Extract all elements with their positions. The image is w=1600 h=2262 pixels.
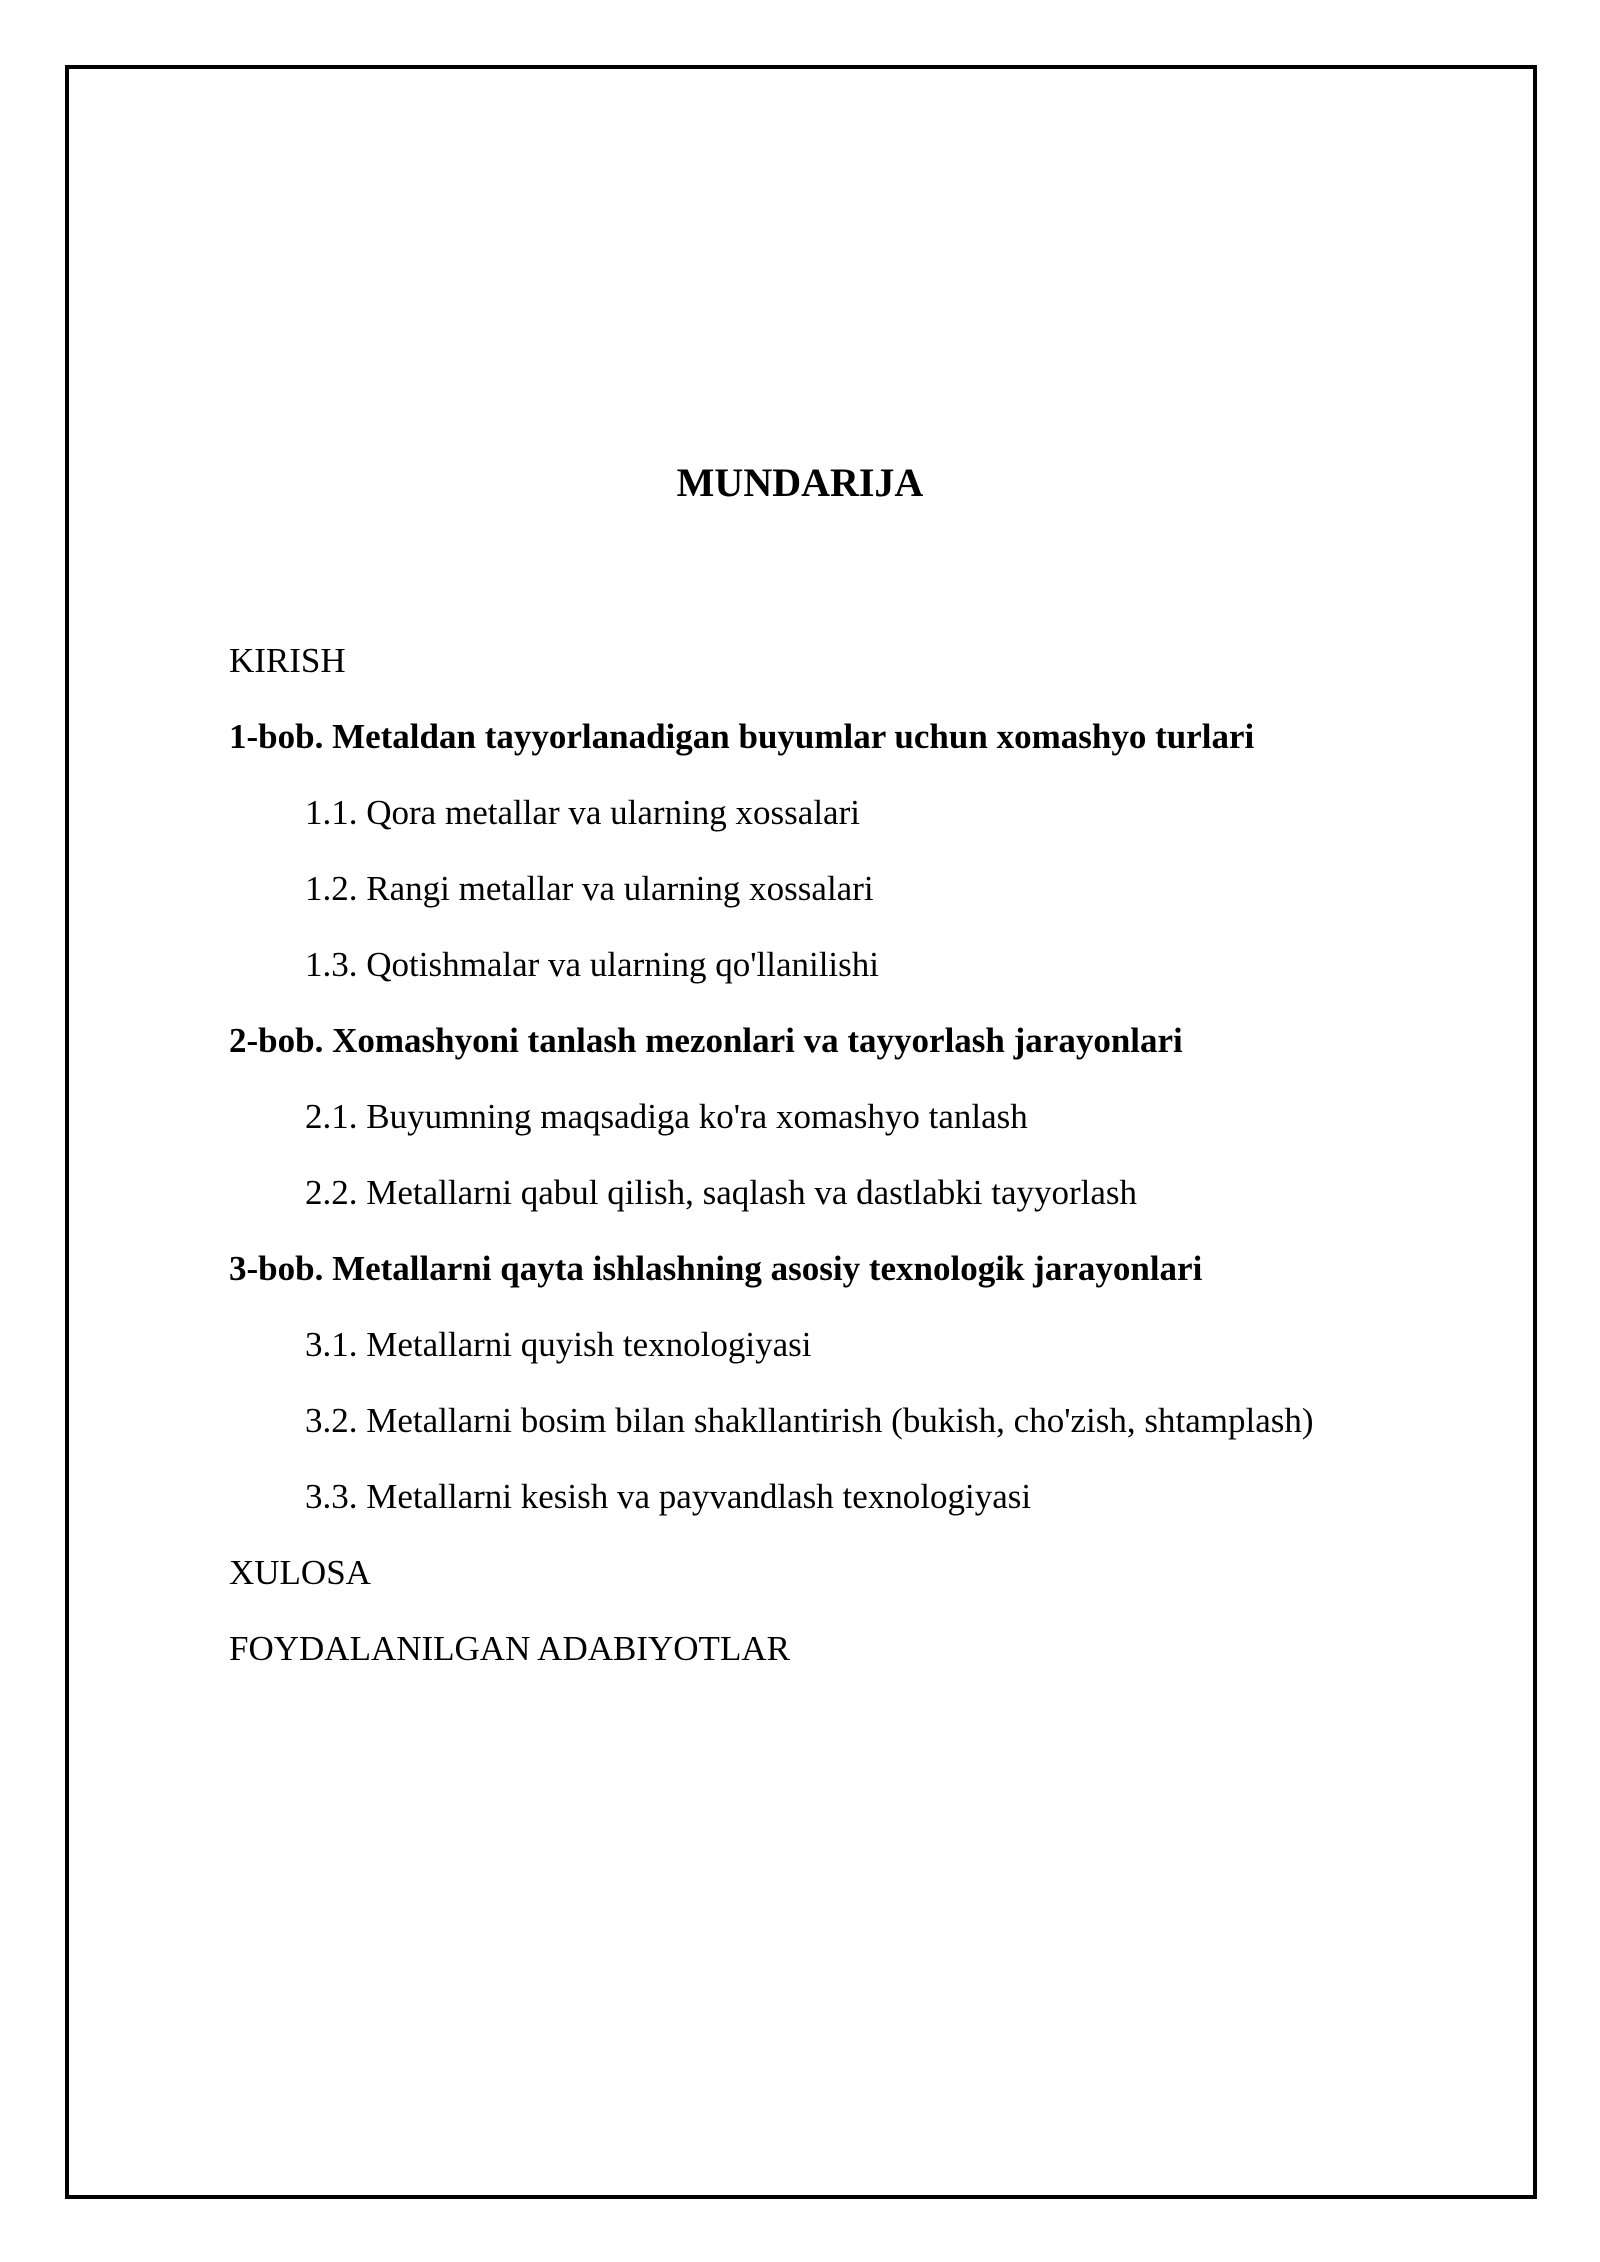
toc-section-2-1: 2.1. Buyumning maqsadiga ko'ra xomashyo tanlash: [305, 1097, 1028, 1136]
toc-section-1-2: 1.2. Rangi metallar va ularning xossalari: [305, 869, 874, 908]
toc-item-conclusion: XULOSA: [229, 1553, 371, 1592]
toc-item-references: FOYDALANILGAN ADABIYOTLAR: [229, 1629, 790, 1668]
toc-section-1-3: 1.3. Qotishmalar va ularning qo'llanilishi: [305, 945, 879, 984]
toc-section-3-3: 3.3. Metallarni kesish va payvandlash texnologiyasi: [305, 1477, 1032, 1516]
toc-section-1-1: 1.1. Qora metallar va ularning xossalari: [305, 793, 860, 832]
table-of-contents: [229, 641, 1314, 1705]
toc-chapter-2: 2-bob. Xomashyoni tanlash mezonlari va tayyorlash jarayonlari: [229, 1021, 1183, 1060]
toc-chapter-1: 1-bob. Metaldan tayyorlanadigan buyumlar uchun xomashyo turlari: [229, 717, 1255, 756]
toc-item-introduction: KIRISH: [229, 641, 346, 680]
toc-section-3-2: 3.2. Metallarni bosim bilan shakllantirish (bukish, cho'zish, shtamplash): [305, 1401, 1314, 1440]
toc-section-2-2: 2.2. Metallarni qabul qilish, saqlash va dastlabki tayyorlash: [305, 1173, 1138, 1212]
toc-section-3-1: 3.1. Metallarni quyish texnologiyasi: [305, 1325, 812, 1364]
toc-chapter-3: 3-bob. Metallarni qayta ishlashning asosiy texnologik jarayonlari: [229, 1249, 1203, 1288]
page-title: MUNDARIJA: [676, 460, 924, 505]
